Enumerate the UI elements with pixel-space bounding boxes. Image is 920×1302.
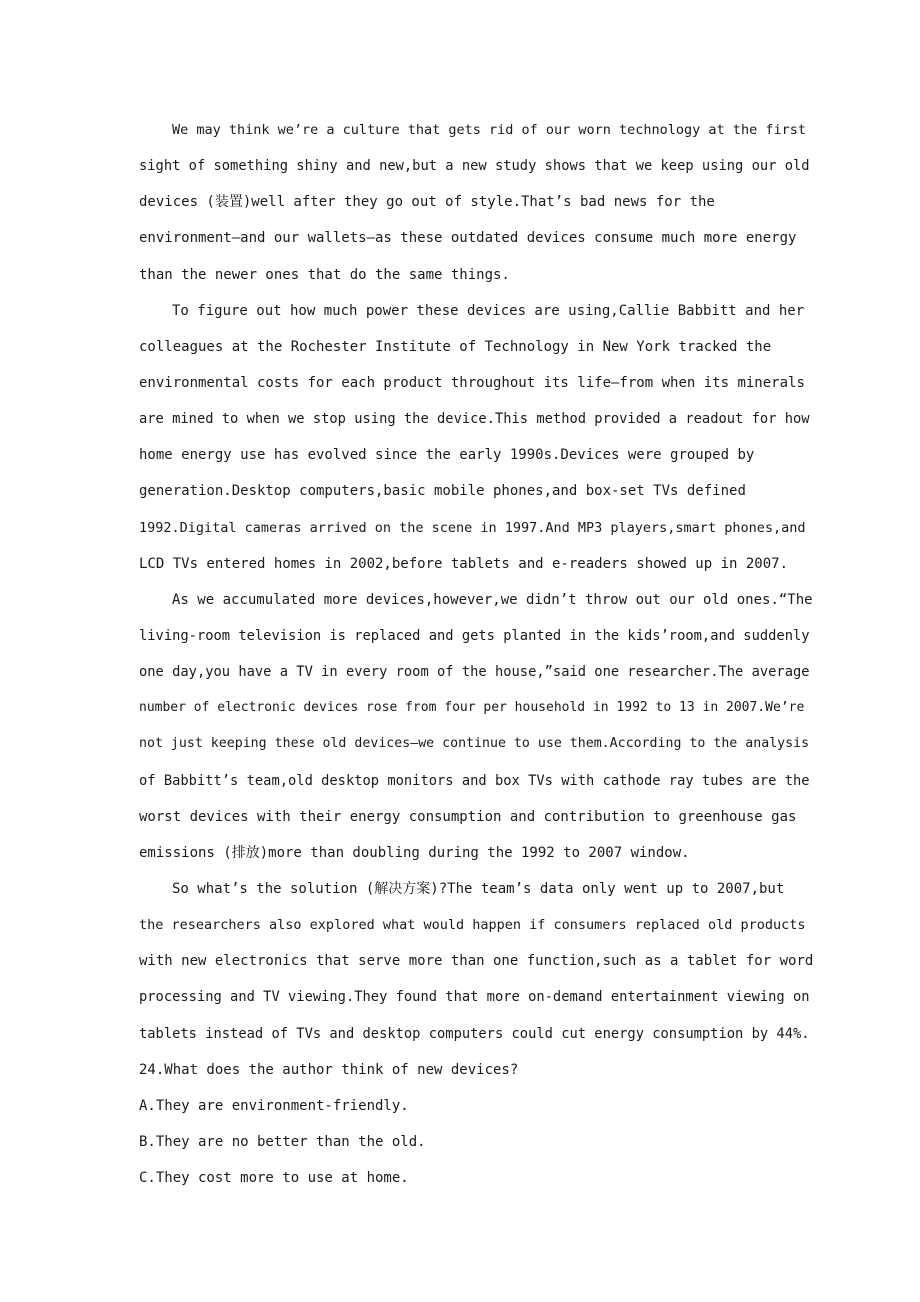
text-line: To figure out how much power these devices are using,Callie Babbitt and her [172, 302, 805, 319]
text-line: tablets instead of TVs and desktop computers could cut energy consumption by 44%. [139, 1025, 810, 1042]
paragraph-2 [139, 293, 815, 582]
text-line: than the newer ones that do the same things. [139, 266, 510, 283]
text-line: So what’s the solution (解决方案)?The team’s data only went up to 2007,but [172, 880, 785, 897]
text-line: with new electronics that serve more than one function,such as a tablet for word [139, 953, 814, 970]
document-page [139, 112, 815, 1196]
text-line: colleagues at the Rochester Institute of Technology in New York tracked the [139, 338, 772, 355]
text-line: living-room television is replaced and gets planted in the kids’room,and suddenly [139, 627, 810, 644]
text-line: not just keeping these old devices—we continue to use them.According to the analysis [139, 736, 810, 752]
text-line: As we accumulated more devices,however,we didn’t throw out our old ones.“The [172, 591, 813, 608]
text-line: are mined to when we stop using the device.This method provided a readout for how [139, 411, 810, 428]
text-line: home energy use has evolved since the early 1990s.Devices were grouped by [139, 447, 755, 464]
text-line: worst devices with their energy consumption and contribution to greenhouse gas [139, 808, 797, 825]
paragraph-4 [139, 871, 815, 1052]
paragraph-3 [139, 582, 815, 871]
text-line: emissions (排放)more than doubling during the 1992 to 2007 window. [139, 844, 690, 861]
text-line: devices (装置)well after they go out of style.That’s bad news for the [139, 194, 715, 211]
text-line: generation.Desktop computers,basic mobile phones,and box-set TVs defined [139, 483, 746, 500]
text-line: environment—and our wallets—as these outdated devices consume much more energy [139, 230, 797, 247]
text-line: sight of something shiny and new,but a new study shows that we keep using our old [139, 158, 810, 175]
question-24 [139, 1052, 815, 1197]
text-line: one day,you have a TV in every room of the house,”said one researcher.The average [139, 664, 810, 681]
option-c[interactable]: C.They cost more to use at home. [139, 1170, 409, 1187]
text-line: We may think we’re a culture that gets rid of our worn technology at the first [172, 122, 806, 138]
text-line: number of electronic devices rose from four per household in 1992 to 13 in 2007.We’re [139, 700, 805, 716]
option-b[interactable]: B.They are no better than the old. [139, 1133, 426, 1150]
paragraph-1 [139, 112, 815, 293]
text-line: the researchers also explored what would happen if consumers replaced old products [139, 917, 806, 934]
question-stem: 24.What does the author think of new devices? [139, 1061, 519, 1078]
text-line: environmental costs for each product throughout its life—from when its minerals [139, 374, 805, 391]
text-line: of Babbitt’s team,old desktop monitors and box TVs with cathode ray tubes are the [139, 772, 810, 789]
text-line: 1992.Digital cameras arrived on the scene in 1997.And MP3 players,smart phones,and [139, 519, 806, 536]
text-line: processing and TV viewing.They found that more on-demand entertainment viewing on [139, 989, 810, 1006]
option-a[interactable]: A.They are environment-friendly. [139, 1097, 409, 1114]
text-line: LCD TVs entered homes in 2002,before tablets and e-readers showed up in 2007. [139, 555, 789, 572]
